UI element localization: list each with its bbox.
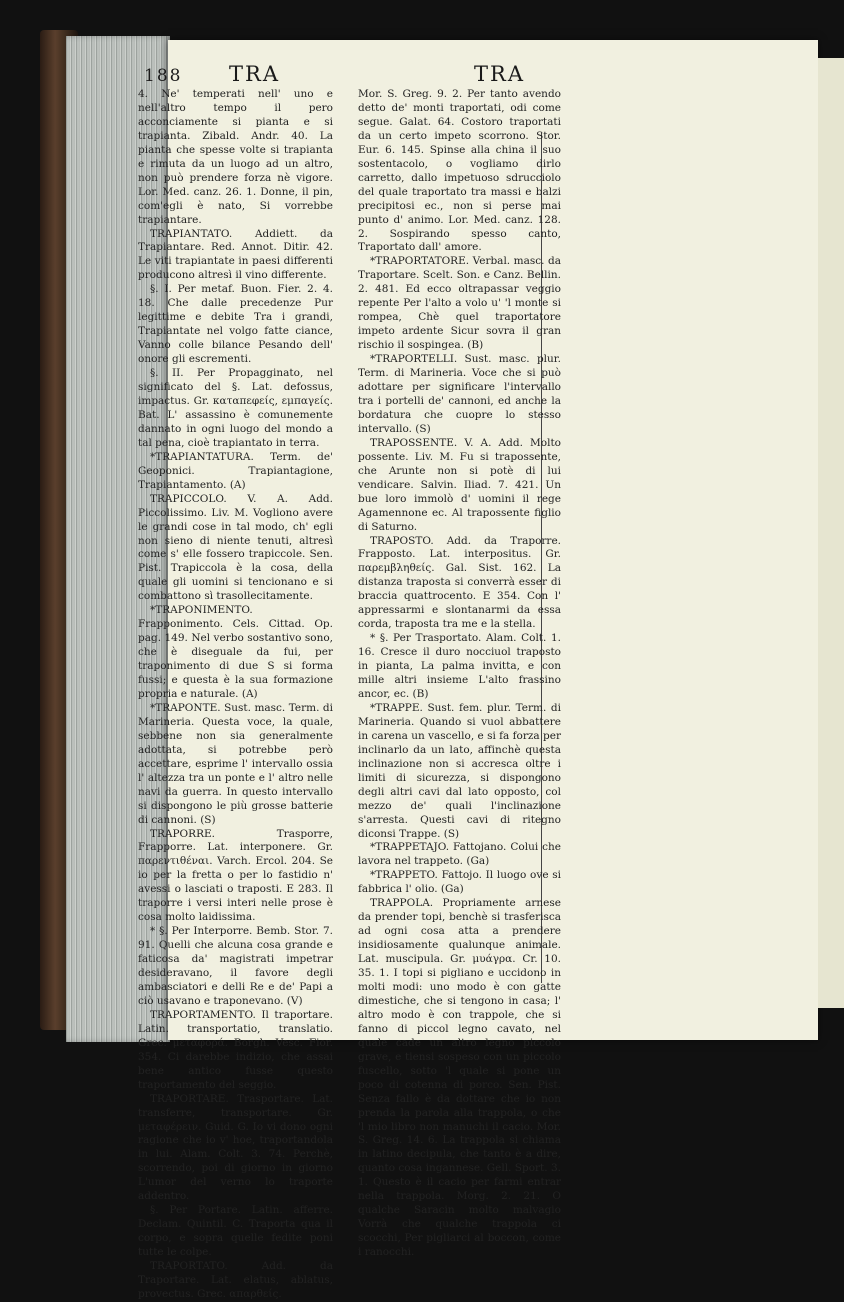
running-head-left: TRA [229,62,280,86]
dictionary-entry: TRAPORTATO. Add. da Traportare. Lat. elatus, ablatus, provectus. Grec. απαρθείς. [138,1260,333,1300]
dictionary-entry: TRAPIANTATO. Addiett. da Trapiantare. Red. Annot. Ditir. 42. Le viti trapiantate in paesi differenti producono altresì il vino differente. [138,227,333,282]
dictionary-entry: *TRAPPETAJO. Fattojano. Colui che lavora nel trappeto. (Ga) [358,841,561,868]
dictionary-entry: §. II. Per Propagginato, nel significato del §. Lat. defossus, impactus. Gr. καταπεφείς, εμπαγείς. Bat. L' assassino è comunemente dannato in ogni luogo del mondo a tal pena, cioè trapiantato in terra. [138,367,333,449]
dictionary-entry: *TRAPORTELLI. Sust. masc. plur. Term. di Marineria. Voce che si può adottare per significare l'intervallo tra i portelli de' cannoni, ed anche la bordatura che cuopre lo stesso intervallo. (S) [358,353,561,435]
dictionary-entry: *TRAPIANTATURA. Term. de' Geoponici. Trapiantagione, Trapiantamento. (A) [138,450,333,491]
facing-page-edge [818,58,844,1008]
dictionary-entry: TRAPICCOLO. V. A. Add. Piccolissimo. Liv. M. Vogliono avere le grandi cose in tal modo, ch' egli non sieno di niente tenuti, altresì come s' elle fossero trapiccole. Sen. Pist. Trapiccola è la cosa, della quale gli uomini si tencionano e si combattono sì trasollecitamente. [138,492,333,603]
dictionary-entry: *TRAPORTATORE. Verbal. masc. da Traportare. Scelt. Son. e Canz. Bellin. 2. 481. Ed ecco oltrapassar veggio repente Per l'alto a volo u' 'l monte si rompea, Chè quel traportatore impeto ardente Sicur sovra il gran rischio il sospingea. (B) [358,255,561,352]
dictionary-entry: §. Per Portare. Latin. afferre. Declam. Quintil. C. Traporta qua il corpo, e sopra quelle fedite poni tutte le colpe. [138,1204,333,1259]
dictionary-entry: *TRAPONTE. Sust. masc. Term. di Marineria. Questa voce, la quale, sebbene non sia generalmente adottata, si potrebbe però accettare, esprime l' intervallo ossia l' altezza tra un ponte e l' altro nelle navi da guerra. In questo intervallo si dispongono le più grosse batterie di cannoni. (S) [138,701,333,826]
dictionary-entry: Mor. S. Greg. 9. 2. Per tanto avendo detto de' monti traportati, odi come segue. Galat. 64. Costoro traportati da un certo impeto scorrono. Stor. Eur. 6. 145. Spinse alla china il suo sostentacolo, o vogliamo dirlo carretto, dallo impetuoso sdrucciolo del quale traportato tra massi e balzi precipitosi ec., non si perse mai punto d' animo. Lor. Med. canz. 128. 2. Sospirando spesso canto, Traportato dall' amore. [358,88,561,254]
right-column [358,88,561,1259]
running-head-right: TRA [474,62,525,86]
dictionary-entry: 4. Ne' temperati nell' uno e nell'altro tempo il pero acconciamente si pianta e si trapianta. Zibald. Andr. 40. La pianta che spesse volte si trapianta e rimuta da un luogo ad un altro, non può prendere forza nè vigore. Lor. Med. canz. 26. 1. Donne, il pin, com'egli è nato, Si vorrebbe trapiantare. [138,88,333,226]
dictionary-entry: TRAPOSSENTE. V. A. Add. Molto possente. Liv. M. Fu si trapossente, che Arunte non si potè di lui vendicare. Salvin. Iliad. 7. 421. Un bue loro immolò d' uomini il rege Agamennone ec. Al trapossente figlio di Saturno. [358,436,561,533]
dictionary-entry: TRAPPOLA. Propriamente arnese da prender topi, benchè si trasferisca ad ogni cosa atta a prendere insidiosamente qualunque animale. Lat. muscipula. Gr. μυάγρα. Cr. 10. 35. 1. I topi si pigliano e uccidono in molti modi: uno modo è con gatte dimestiche, che si tengono in casa; l' altro modo è con trappole, che si fanno di piccol legno cavato, nel quale cade un altro legno piccolo grave, e tiensi sospeso con un piccolo fuscello, sotto 'l quale si pone un poco di cotenna di porco. Sen. Pist. Senza fallo è da dottare che io non prenda la parola alla trappola, o che 'l mio libro non manuchi il cacio. Mor. S. Greg. 14. 6. La trappola si chiama in latino decipula, che tanto è a dire, quanto cosa ingannese. Gell. Sport. 3. 1. Questo è il cacio per farmi entrar nella trappola. Morg. 2. 21. O qualche Saracin molto malvagio Vorrà che qualche trappola ci scocchi, Per pigliarci al boccon, come i ranocchi. [358,897,561,1259]
dictionary-entry: TRAPOSTO. Add. da Traporre. Frapposto. Lat. interpositus. Gr. παρεμβληθείς. Gal. Sist. 162. La distanza traposta si converrà esser di braccia quattrocento. E 354. Con l' appressarmi e slontanarmi da essa corda, traposta tra me e la stella. [358,534,561,631]
dictionary-entry: *TRAPPETO. Fattojo. Il luogo ove si fabbrica l' olio. (Ga) [358,869,561,896]
dictionary-entry: §. I. Per metaf. Buon. Fier. 2. 4. 18. Che dalle precedenze Pur legittime e debite Tra i grandi, Trapiantate nel volgo fatte ciance, Vanno colle bilance Pesando dell' onore gli escrementi. [138,283,333,366]
page-number: 188 [144,66,183,86]
dictionary-entry: * §. Per Trasportato. Alam. Colt. 1. 16. Cresce il duro nocciuol traposto in pianta, La palma invitta, e con mille altri insieme L'alto frassino ancor, ec. (B) [358,632,561,700]
dictionary-entry: TRAPORRE. Trasporre, Frapporre. Lat. interponere. Gr. παρεντιθέναι. Varch. Ercol. 204. Se io per la fretta o per lo fastidio n' avessi o lasciati o traposti. E 283. Il traporre i versi interi nelle prose è cosa molto laidissima. [138,827,333,924]
dictionary-entry: *TRAPONIMENTO. Frapponimento. Cels. Cittad. Op. pag. 149. Nel verbo sostantivo sono, che è diseguale da fui, per traponimento di due S si forma fussi; e questa è la sua formazione propria e naturale. (A) [138,604,333,700]
dictionary-entry: *TRAPPE. Sust. fem. plur. Term. di Marineria. Quando si vuol abbattere in carena un vascello, e si fa forza per inclinarlo da un lato, affinchè questa inclinazione non si accresca oltre i limiti di sicurezza, si dispongono degli altri cavi dal lato opposto, col mezzo de' quali l'inclinazione s'arresta. Questi cavi di ritegno diconsi Trappe. (S) [358,701,561,840]
dictionary-entry: TRAPORTAMENTO. Il traportare. Latin. transportatio, translatio. Grec. μεταφορά. Borgh. Vesc. Fior. 354. Ci darebbe indizio, che assai bene antico fusse questo traportamento del seggio. [138,1008,333,1091]
dictionary-entry: TRAPORTARE. Trasportare. Lat. transferre, transportare. Gr. μεταφέρειν. Guid. G. Io vi dono ogni ragione che io v' hoe, traportandola in lui. Alam. Colt. 3. 74. Perchè, scorrendo, poi di giorno in giorno L'umor del verno lo traporte addentro. [138,1092,333,1203]
dictionary-entry: * §. Per Interporre. Bemb. Stor. 7. 91. Quelli che alcuna cosa grande e faticosa da' magistrati impetrar desideravano, il favore degli ambasciatori e delli Re e de' Papi a ciò usavano e traponevano. (V) [138,925,333,1007]
left-column [138,88,333,1300]
